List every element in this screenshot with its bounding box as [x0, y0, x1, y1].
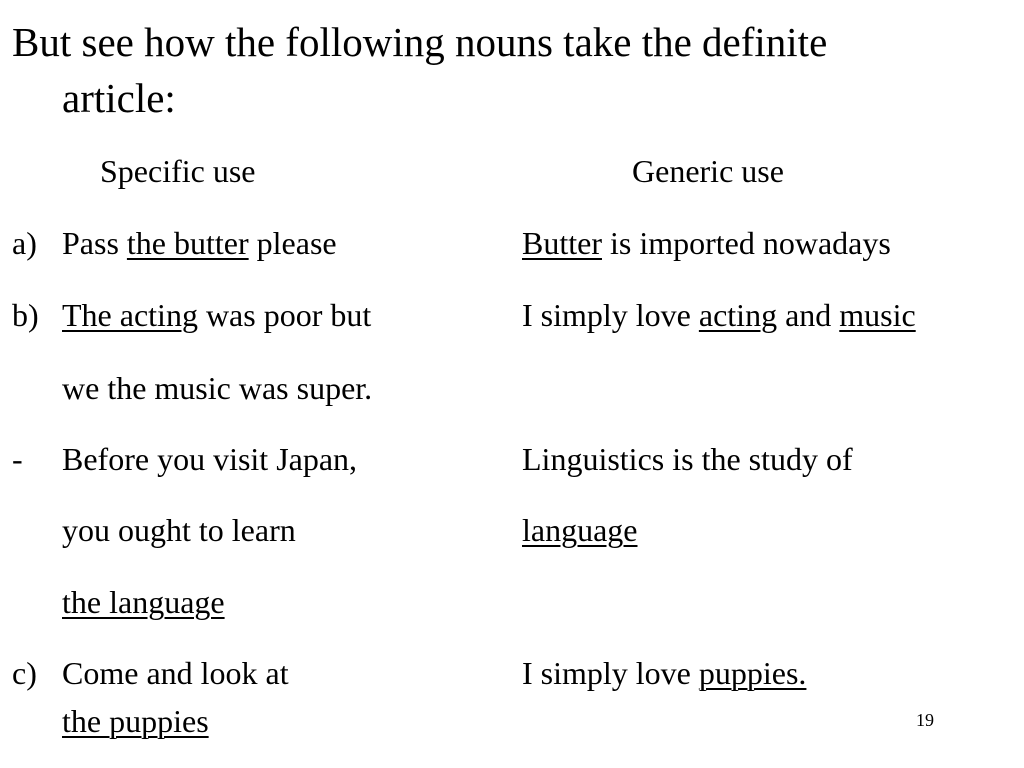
marker-dash: -: [12, 441, 23, 477]
row-dash-specific-line2: you ought to learn: [62, 512, 296, 548]
row-dash-specific-line3: the language: [62, 584, 225, 620]
row-a-generic-post: is imported nowadays: [601, 225, 891, 261]
row-a-specific-underlined: the butter: [126, 225, 249, 261]
row-a-specific-post: please: [248, 225, 337, 261]
row-b-specific-line1: [62, 295, 371, 335]
row-dash-generic-line1: Linguistics is the study of: [522, 441, 853, 477]
row-b-specific-underlined: The acting: [62, 297, 198, 333]
marker-a: a): [12, 225, 37, 261]
title-line-2: article:: [62, 75, 176, 121]
row-a-specific-pre: Pass: [62, 225, 127, 261]
row-a-generic-underlined: Butter: [522, 225, 602, 261]
marker-b: b): [12, 297, 39, 333]
row-b-generic: [522, 295, 916, 335]
row-c-specific-line1: Come and look at: [62, 655, 289, 691]
header-generic-use: Generic use: [632, 153, 784, 189]
marker-c: c): [12, 655, 37, 691]
row-b-generic-mid: and: [777, 297, 840, 333]
title-line-1: But see how the following nouns take the definite: [12, 19, 828, 65]
row-c-specific-line2: the puppies: [62, 703, 209, 739]
row-b-specific-post: was poor but: [197, 297, 372, 333]
row-a-specific: [62, 223, 337, 263]
header-specific-use: Specific use: [100, 153, 256, 189]
row-b-generic-pre: I simply love: [522, 297, 699, 333]
row-c-generic-underlined: puppies.: [698, 655, 807, 691]
row-b-generic-underlined-2: music: [839, 297, 916, 333]
row-dash-specific-line1: Before you visit Japan,: [62, 441, 358, 477]
row-c-generic-pre: I simply love: [522, 655, 699, 691]
page-number: 19: [916, 710, 934, 730]
row-a-generic: [522, 223, 891, 263]
slide-title: [12, 14, 1002, 126]
row-dash-generic-line2: language: [522, 512, 638, 548]
row-b-specific-line2: we the music was super.: [62, 370, 373, 406]
row-c-generic: [522, 653, 806, 693]
row-b-generic-underlined-1: acting: [698, 297, 778, 333]
